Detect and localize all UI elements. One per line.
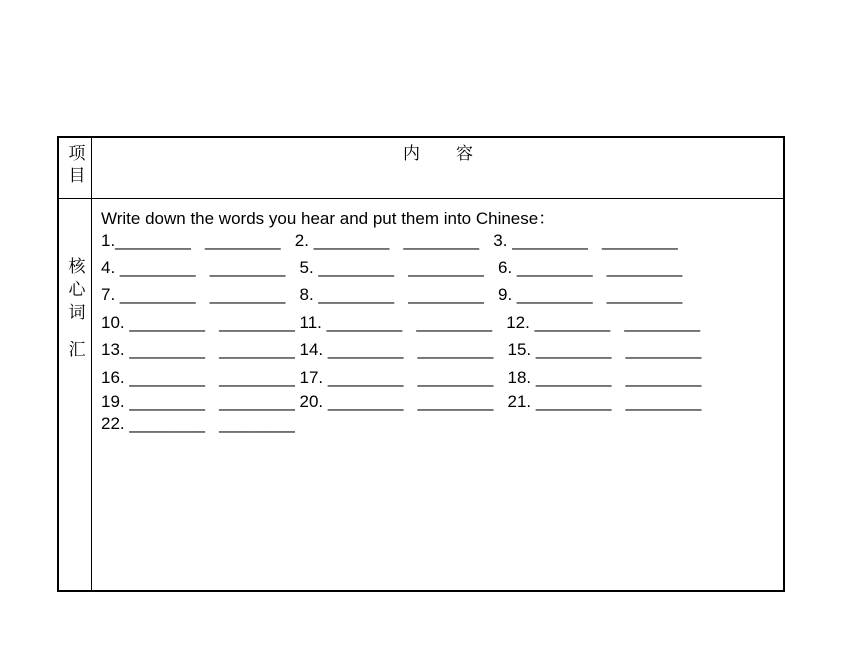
- instruction-text: Write down the words you hear and put them into Chinese：: [101, 209, 556, 228]
- column-divider: [91, 138, 92, 590]
- header-content-char-1: 内: [403, 144, 420, 164]
- header-item-char-1: 项: [68, 144, 86, 164]
- side-char-1: 核: [68, 257, 86, 277]
- header-divider: [59, 198, 783, 199]
- blank-row-3[interactable]: 7. ________ ________ 8. ________ ________ 9. ________ ________: [101, 285, 683, 304]
- side-char-2: 心: [68, 280, 86, 300]
- header-item-char-2: 目: [68, 166, 86, 186]
- blank-row-2[interactable]: 4. ________ ________ 5. ________ ________ 6. ________ ________: [101, 258, 683, 277]
- blank-row-8[interactable]: 22. ________ ________: [101, 414, 295, 433]
- blank-row-4[interactable]: 10. ________ ________ 11. ________ ________ 12. ________ ________: [101, 313, 701, 332]
- blank-row-7[interactable]: 19. ________ ________ 20. ________ ________ 21. ________ ________: [101, 392, 702, 411]
- header-item-label: [67, 143, 87, 187]
- blank-row-5[interactable]: 13. ________ ________ 14. ________ ________ 15. ________ ________: [101, 340, 702, 359]
- header-content-label: [403, 143, 473, 165]
- worksheet-table: [57, 136, 785, 592]
- blank-row-6[interactable]: 16. ________ ________ 17. ________ ________ 18. ________ ________: [101, 368, 702, 387]
- core-vocabulary-label: [67, 256, 87, 362]
- header-content-char-2: 容: [456, 144, 473, 164]
- blank-row-1[interactable]: 1.________ ________ 2. ________ ________ 3. ________ ________: [101, 231, 678, 250]
- side-char-4: 汇: [68, 340, 86, 360]
- side-char-3: 词: [68, 303, 86, 323]
